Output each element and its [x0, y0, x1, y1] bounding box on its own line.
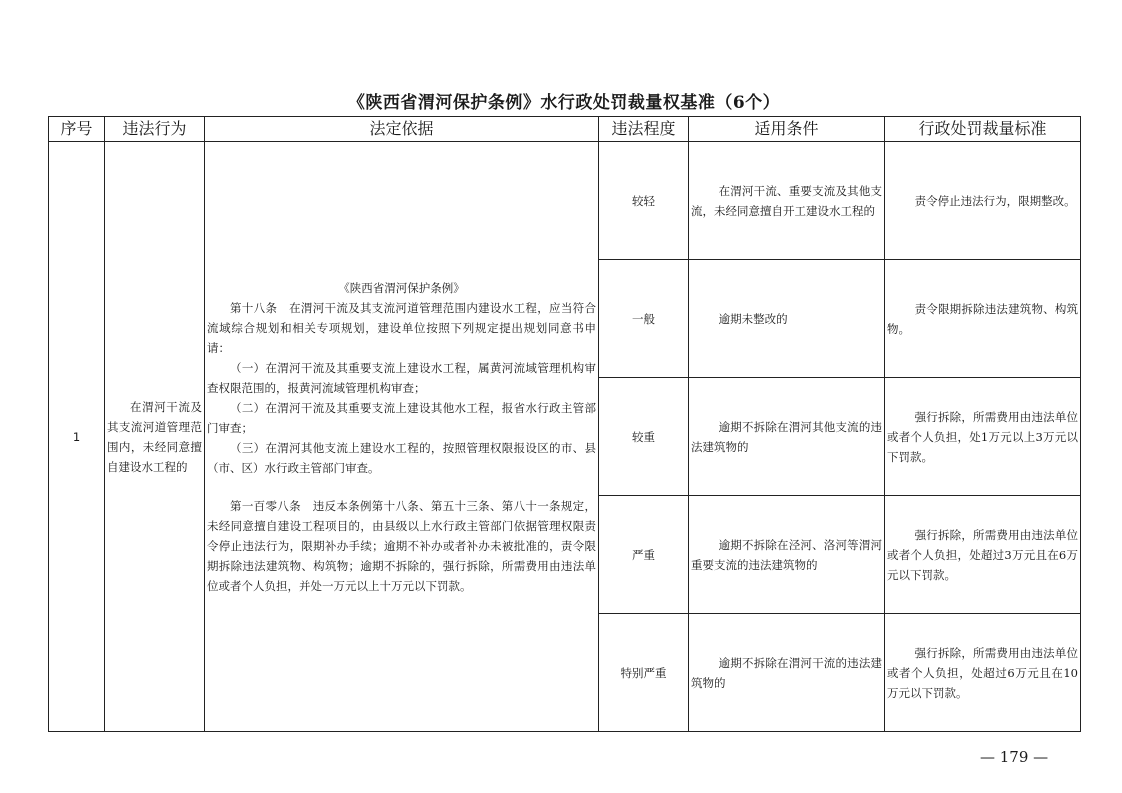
- condition-cell: 在渭河干流、重要支流及其他支流，未经同意擅自开工建设水工程的: [689, 142, 885, 260]
- violation-description: 在渭河干流及其支流河道管理范围内，未经同意擅自建设水工程的: [105, 142, 205, 732]
- page-title: 《陕西省渭河保护条例》水行政处罚裁量权基准（6个）: [347, 93, 781, 113]
- penalty-cell: 强行拆除，所需费用由违法单位或者个人负担，处超过3万元且在6万元以下罚款。: [885, 496, 1081, 614]
- table-row: [49, 142, 1081, 260]
- penalty-cell: 责令限期拆除违法建筑物、构筑物。: [885, 260, 1081, 378]
- law-item-3: （三）在渭河其他支流上建设水工程的，按照管理权限报设区的市、县（市、区）水行政主管部门审查。: [207, 440, 596, 475]
- degree-cell: 较轻: [599, 142, 689, 260]
- degree-cell: 较重: [599, 378, 689, 496]
- condition-cell: 逾期不拆除在渭河其他支流的违法建筑物的: [689, 378, 885, 496]
- condition-cell: 逾期不拆除在渭河干流的违法建筑物的: [689, 614, 885, 732]
- header-condition: 适用条件: [689, 117, 885, 142]
- header-degree: 违法程度: [599, 117, 689, 142]
- law-title: 《陕西省渭河保护条例》: [338, 280, 465, 295]
- condition-cell: 逾期不拆除在泾河、洛河等渭河重要支流的违法建筑物的: [689, 496, 885, 614]
- penalty-cell: 强行拆除，所需费用由违法单位或者个人负担，处1万元以上3万元以下罚款。: [885, 378, 1081, 496]
- header-index: 序号: [49, 117, 105, 142]
- page-number: — 179 —: [980, 748, 1049, 766]
- degree-cell: 严重: [599, 496, 689, 614]
- header-legal-basis: 法定依据: [205, 117, 599, 142]
- law-item-1: （一）在渭河干流及其重要支流上建设水工程，属黄河流域管理机构审查权限范围的，报黄河流域管理机构审查；: [207, 360, 596, 395]
- law-article-108: 第一百零八条 违反本条例第十八条、第五十三条、第八十一条规定，未经同意擅自建设工程项目的，由县级以上水行政主管部门依据管理权限责令停止违法行为，限期补办手续；逾期不补办或者补办未被批准的，责令限期拆除违法建筑物、构筑物；逾期不拆除的，强行拆除，所需费用由违法单位或者个人负担，并处一万元以上十万元以下罚款。: [207, 498, 596, 593]
- header-penalty: 行政处罚裁量标准: [885, 117, 1081, 142]
- degree-cell: 一般: [599, 260, 689, 378]
- condition-cell: 逾期未整改的: [689, 260, 885, 378]
- penalty-standard-table: [48, 116, 1081, 732]
- penalty-cell: 责令停止违法行为，限期整改。: [885, 142, 1081, 260]
- law-item-2: （二）在渭河干流及其重要支流上建设其他水工程，报省水行政主管部门审查；: [207, 400, 596, 435]
- legal-basis: [205, 142, 599, 732]
- table-header-row: [49, 117, 1081, 142]
- penalty-cell: 强行拆除，所需费用由违法单位或者个人负担，处超过6万元且在10万元以下罚款。: [885, 614, 1081, 732]
- law-article-18: 第十八条 在渭河干流及其支流河道管理范围内建设水工程，应当符合流域综合规划和相关专项规划，建设单位按照下列规定提出规划同意书申请：: [207, 300, 596, 355]
- header-violation: 违法行为: [105, 117, 205, 142]
- degree-cell: 特别严重: [599, 614, 689, 732]
- row-index: 1: [49, 142, 105, 732]
